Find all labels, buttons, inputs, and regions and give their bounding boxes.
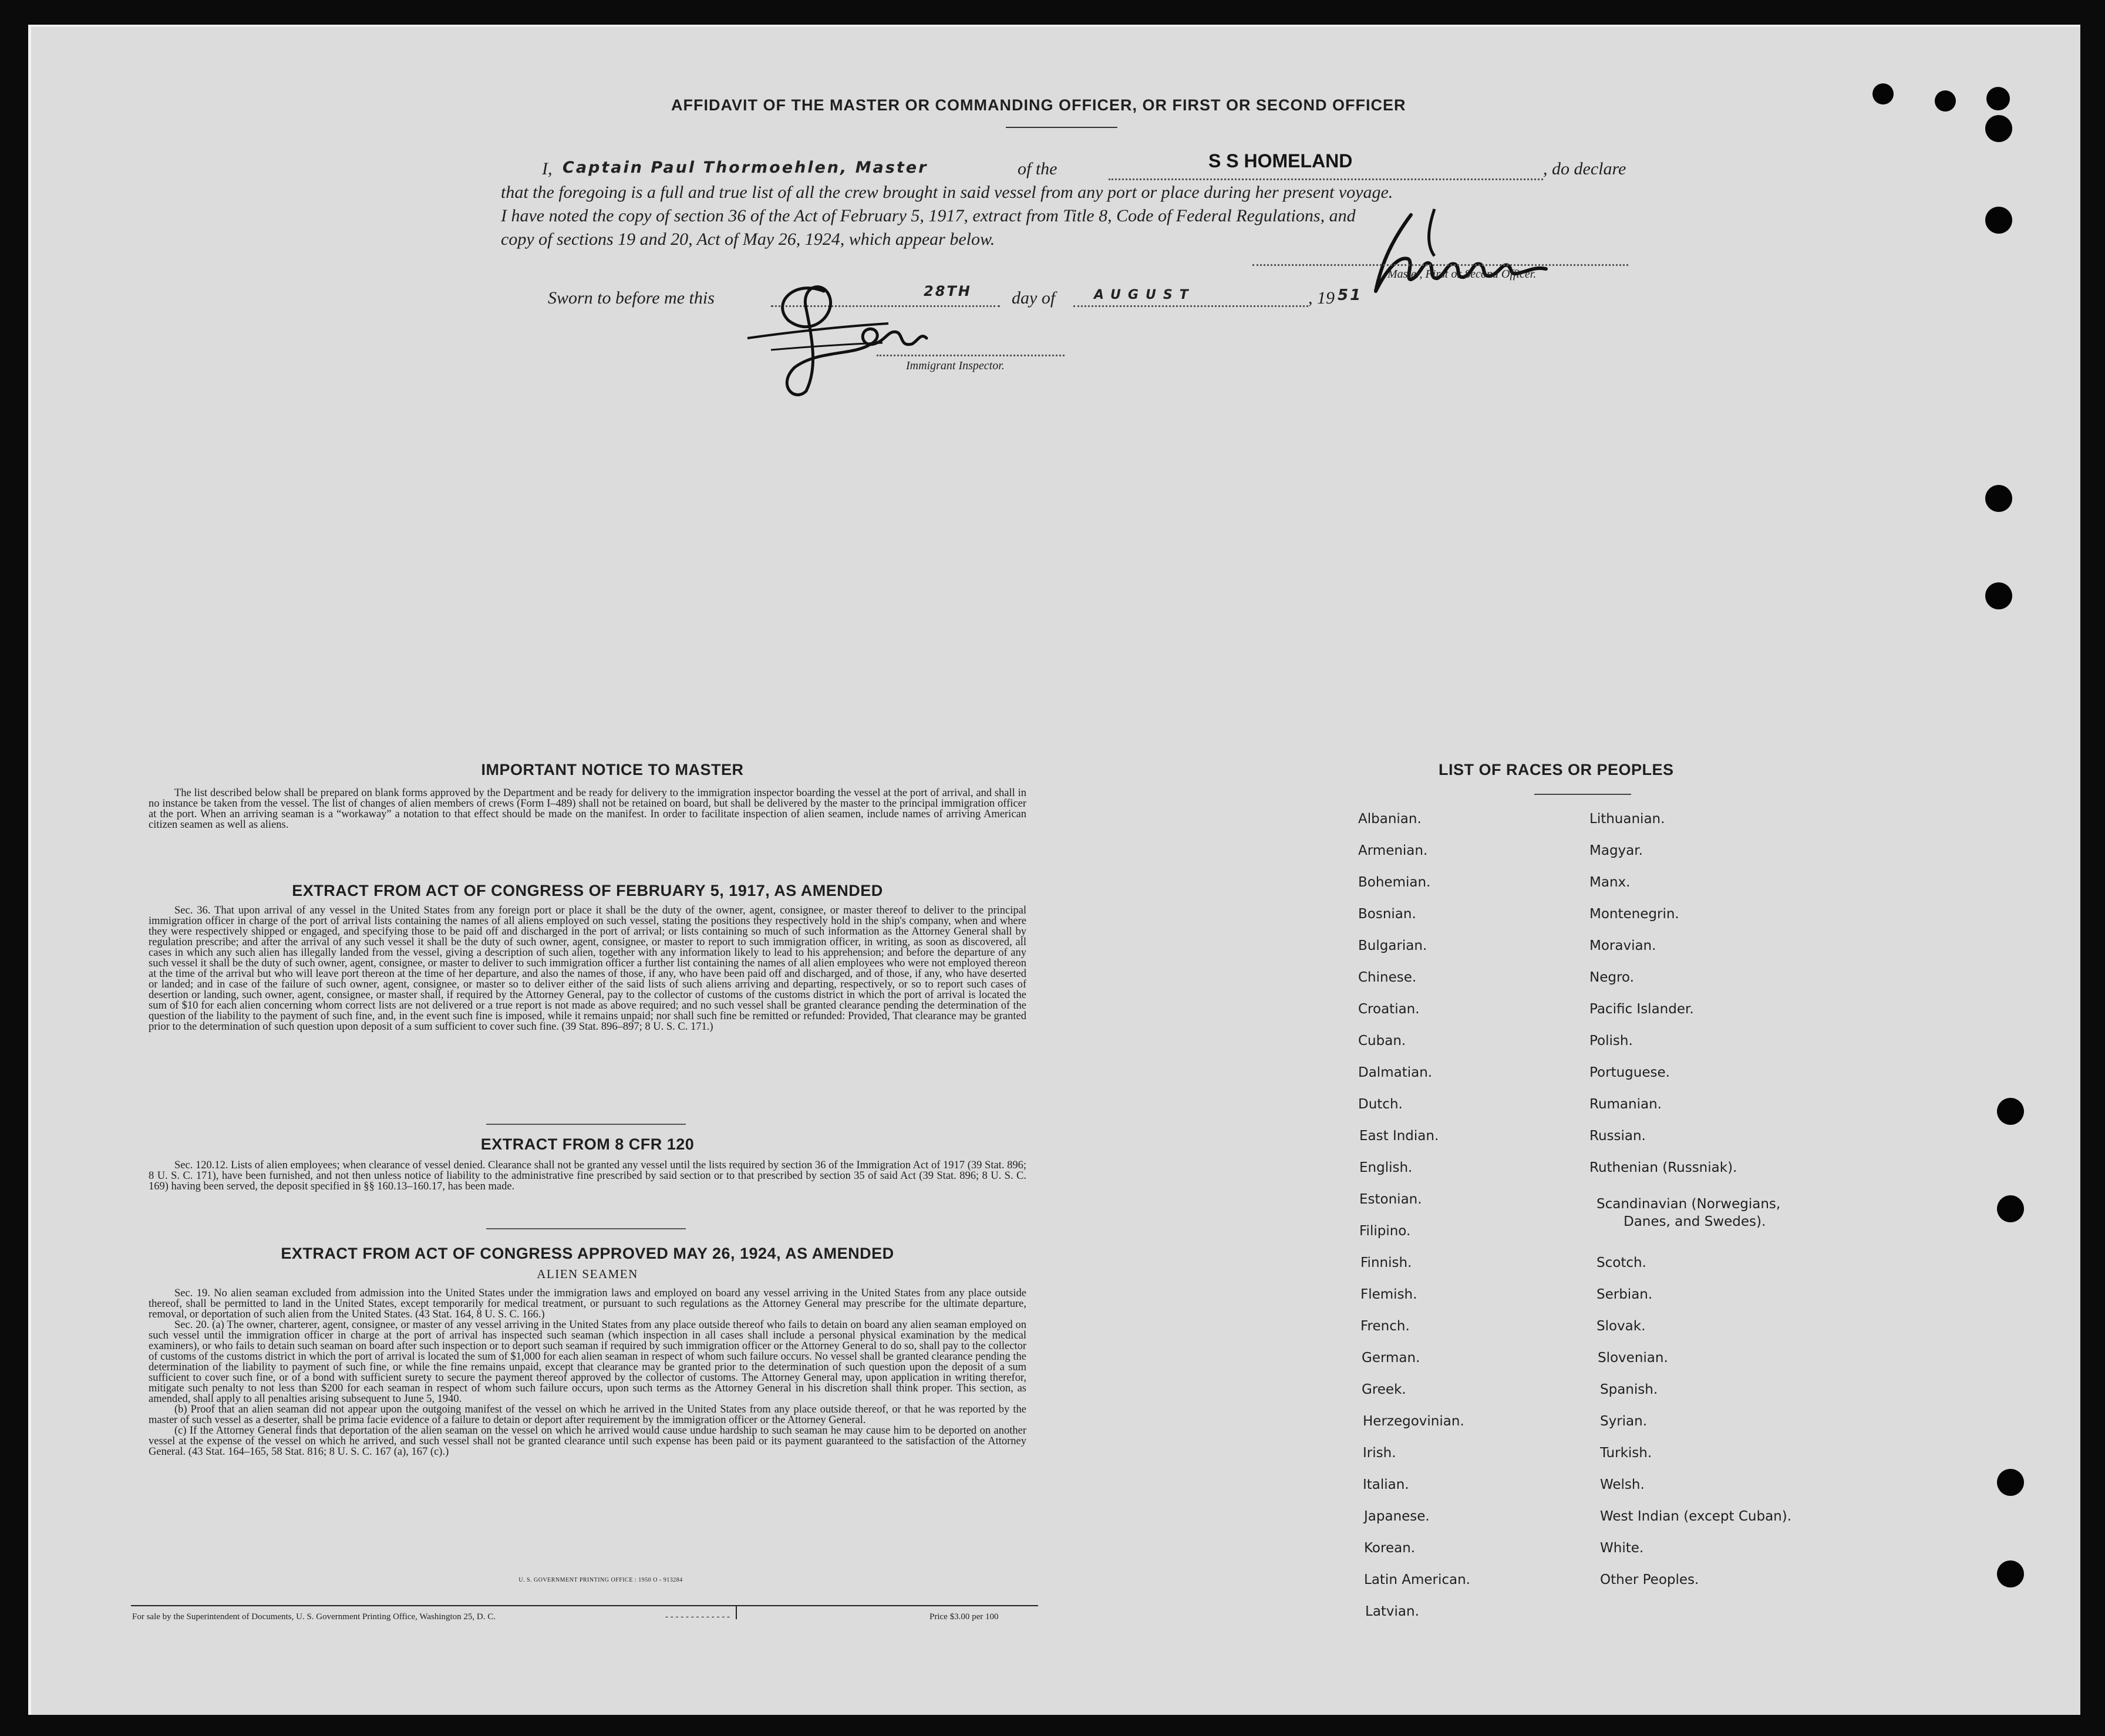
race-item: Bulgarian.: [1358, 938, 1427, 953]
punch-hole: [1997, 1560, 2024, 1587]
race-item: White.: [1600, 1541, 1644, 1556]
sec-19-paragraph: Sec. 19. No alien seaman excluded from admission into the United States under the immigration laws and employed on board any vessel arriving in the United States from any place outside thereof, shall be permitted to land in the United States, except temporarily for medical treatment, or pursuant to such regulations as the Attorney General may prescribe for the ultimate departure, removal, or deportation of such alien from the United States. (43 Stat. 164, 8 U. S. C. 166.): [149, 1287, 1026, 1320]
affidavit-title: AFFIDAVIT OF THE MASTER OR COMMANDING OFFICER, OR FIRST OR SECOND OFFICER: [671, 96, 1406, 114]
punch-hole: [1997, 1469, 2024, 1496]
race-item: Herzegovinian.: [1363, 1414, 1464, 1429]
gpo-imprint: U. S. GOVERNMENT PRINTING OFFICE : 1950 O - 913284: [518, 1577, 683, 1583]
affidavit-line-3: I have noted the copy of section 36 of the Act of February 5, 1917, extract from Title 8, Code of Federal Regulations, and: [501, 206, 1356, 225]
month-value: AUGUST: [1094, 288, 1195, 302]
race-item: Danes, and Swedes).: [1624, 1214, 1766, 1229]
inspector-caption: Immigrant Inspector.: [906, 359, 1005, 372]
punch-hole: [1872, 83, 1894, 105]
affidavit-of-the: of the: [1018, 159, 1057, 178]
race-item: Russian.: [1589, 1128, 1646, 1144]
race-item: Estonian.: [1359, 1192, 1422, 1207]
race-item: Serbian.: [1597, 1287, 1653, 1302]
race-item: Pacific Islander.: [1589, 1002, 1694, 1017]
race-item: Slovak.: [1597, 1319, 1646, 1334]
sec-20a-paragraph: Sec. 20. (a) The owner, charterer, agent, consignee, or master of any vessel arriving in the United States from any place outside thereof who fails to detain on board any alien seaman employed on such vessel until the immigration officer in charge at the port of arrival has inspected such seaman (which inspection in all cases shall include a personal physical examination by the medical examiners), or who fails to detain such seaman on board after such inspection or to deport such seaman if required by such immigration officer or the Attorney General to do so, shall pay to the collector of customs of the customs district in which the port of arrival is located the sum of $1,000 for each alien seaman in respect of whom such failure occurs. No vessel shall be granted clearance pending the determination of the liability to payment of such fine, or while the fine remains unpaid, except that clearance may be granted prior to the determination of such question upon the deposit of a sum sufficient to cover such fine, or of a bond with sufficient surety to secure the payment thereof approved by the collector of customs. The Attorney General may, upon application in writing therefor, mitigate such penalty to not less than $200 for each seaman in respect of whom such failure occurs, upon such terms as the Attorney General in his discretion shall think proper. This section, as amended, shall apply to all penalties arising subsequent to June 5, 1940.: [149, 1319, 1026, 1405]
race-item: Chinese.: [1358, 970, 1417, 985]
race-item: Lithuanian.: [1589, 811, 1665, 827]
race-item: Dalmatian.: [1358, 1065, 1433, 1080]
race-item: Slovenian.: [1598, 1350, 1668, 1366]
alien-seamen-subtitle: ALIEN SEAMEN: [537, 1267, 638, 1281]
affidavit-i-label: I,: [542, 159, 553, 178]
punch-hole: [1997, 1195, 2024, 1222]
race-item: Scotch.: [1597, 1255, 1646, 1270]
notice-paragraph: The list described below shall be prepared on blank forms approved by the Department and be ready for delivery to the immigration inspector boarding the vessel at the port of arrival, and shall in no instance be taken from the vessel. The list of changes of alien members of crews (Form I–489) shall not be retained on board, but shall be delivered by the master to the principal immigration officer at the port. When an arriving seaman is a “workaway” a notation to that effect should be made on the manifest. In order to facilitate inspection of alien seamen, include names of arriving American citizen seamen as well as aliens.: [149, 787, 1026, 831]
cfr-120-text: [149, 1160, 1026, 1192]
race-item: Bosnian.: [1358, 906, 1416, 922]
cfr-120-title: EXTRACT FROM 8 CFR 120: [480, 1135, 695, 1153]
race-item: Polish.: [1589, 1033, 1633, 1049]
race-item: West Indian (except Cuban).: [1600, 1509, 1792, 1524]
race-item: Rumanian.: [1589, 1097, 1662, 1112]
extract-1917-title: EXTRACT FROM ACT OF CONGRESS OF FEBRUARY 5, 1917, AS AMENDED: [292, 882, 883, 899]
day-value: 28TH: [924, 283, 972, 299]
inspector-signature-line: [877, 355, 1065, 356]
affidavit-line-2: that the foregoing is a full and true list of all the crew brought in said vessel from any port or place during her present voyage.: [501, 183, 1393, 202]
race-item: Greek.: [1362, 1382, 1406, 1397]
day-of-label: day of: [1012, 288, 1056, 308]
extract-1924-text: [149, 1288, 1026, 1457]
punch-hole: [1985, 207, 2012, 234]
race-item: Spanish.: [1600, 1382, 1658, 1397]
punch-hole: [1985, 115, 2012, 142]
declarant-name: Captain Paul Thormoehlen, Master: [563, 159, 928, 177]
notice-title: IMPORTANT NOTICE TO MASTER: [481, 761, 744, 778]
race-item: Latvian.: [1365, 1604, 1419, 1619]
race-item: English.: [1359, 1160, 1413, 1175]
punch-hole: [1986, 87, 2010, 110]
race-item: Japanese.: [1364, 1509, 1430, 1524]
extract-1924-title: EXTRACT FROM ACT OF CONGRESS APPROVED MAY 26, 1924, AS AMENDED: [281, 1245, 894, 1262]
price-text: Price $3.00 per 100: [929, 1612, 999, 1622]
vessel-name: S S HOMELAND: [1208, 150, 1353, 171]
race-item: Welsh.: [1600, 1477, 1645, 1492]
extract-1917-text: [149, 905, 1026, 1032]
sec-20c-paragraph: (c) If the Attorney General finds that deportation of the alien seaman on the vessel on which he arrived would cause undue hardship to such seaman he may cause him to be deported on another vessel at the expense of the vessel on which he arrived, and such vessel shall not be granted clearance until such expense has been paid or its payment guaranteed to the satisfaction of the Attorney General. (43 Stat. 164–165, 58 Stat. 816; 8 U. S. C. 167 (a), 167 (c).): [149, 1425, 1026, 1458]
race-item: Ruthenian (Russniak).: [1589, 1160, 1737, 1175]
race-item: Korean.: [1364, 1541, 1416, 1556]
race-item: Scandinavian (Norwegians,: [1597, 1196, 1781, 1212]
footer-tick: [736, 1605, 737, 1619]
race-item: Flemish.: [1360, 1287, 1417, 1302]
race-item: Moravian.: [1589, 938, 1656, 953]
section-divider: [486, 1228, 686, 1229]
punch-hole: [1985, 582, 2012, 609]
race-item: Croatian.: [1358, 1002, 1420, 1017]
master-signature: [1294, 203, 1587, 297]
vessel-line: [1109, 178, 1543, 180]
month-line: [1073, 305, 1308, 307]
for-sale-text: For sale by the Superintendent of Documents, U. S. Government Printing Office, Washington 25, D. C.: [132, 1612, 496, 1622]
footer-dashes: - - - - - - - - - - - - -: [665, 1612, 730, 1622]
section-divider: [486, 1124, 686, 1125]
race-item: East Indian.: [1359, 1128, 1439, 1144]
race-item: French.: [1360, 1319, 1410, 1334]
extract-1917-paragraph: Sec. 36. That upon arrival of any vessel in the United States from any foreign port or place it shall be the duty of the owner, agent, consignee, or master thereof to deliver to the principal immigration officer in charge of the port of arrival lists containing the names of all aliens employed on such vessel, stating the positions they respectively hold in the ship's company, when and where they were respectively shipped or engaged, and specifying those to be paid off and discharged in the port of arrival; or lists containing so much of such information as the Attorney General shall by regulation prescribe; and after the arrival of any such vessel it shall be the duty of such owner, agent, consignee, or master to report to such immigration officer, in writing, as soon as discovered, all cases in which any such alien has illegally landed from the vessel, giving a description of such alien, together with any information likely to lead to his apprehension; and before the departure of any such vessel it shall be the duty of such owner, agent, consignee, or master to deliver to such immigration officer a further list containing the names of all alien employees who were not employed thereon at the time of the arrival but who will leave port thereon at the time of her departure, and also the names of those, if any, who have been paid off and discharged, and of those, if any, who have deserted or landed; and in case of the failure of such owner, agent, consignee, or master so to deliver either of the said lists of such aliens arriving and departing, respectively, or so to report such cases of desertion or landing, such owner, agent, consignee, or master shall, if required by the Attorney General, pay to the collector of customs of the customs district in which the port of arrival is located the sum of $10 for each alien concerning whom correct lists are not delivered or a true report is not made as above required; and no such vessel shall be granted clearance pending the determination of the question of the liability to the payment of such fine, and, in the event such fine is imposed, while it remains unpaid; nor shall such fine be remitted or refunded: Provided, That clearance may be granted prior to the determination of such question upon deposit of a sum sufficient to cover such fine. (39 Stat. 896–897; 8 U. S. C. 171.): [149, 905, 1026, 1033]
notice-text: [149, 788, 1026, 830]
race-item: Turkish.: [1600, 1445, 1652, 1461]
year-prefix: , 19: [1308, 288, 1335, 308]
master-signature-line: [1252, 264, 1628, 266]
races-underline: [1534, 794, 1631, 795]
race-item: Magyar.: [1589, 843, 1643, 858]
sworn-prefix: Sworn to before me this: [548, 288, 715, 308]
inspector-signature: [736, 250, 982, 409]
race-item: Finnish.: [1360, 1255, 1412, 1270]
race-item: Armenian.: [1358, 843, 1428, 858]
race-item: Cuban.: [1358, 1033, 1406, 1049]
punch-hole: [1935, 90, 1956, 112]
race-item: Bohemian.: [1358, 875, 1431, 890]
race-item: Dutch.: [1358, 1097, 1403, 1112]
race-item: Irish.: [1363, 1445, 1396, 1461]
affidavit-line-4: copy of sections 19 and 20, Act of May 26, 1924, which appear below.: [501, 230, 995, 249]
race-item: Negro.: [1589, 970, 1634, 985]
race-item: German.: [1362, 1350, 1420, 1366]
race-item: Montenegrin.: [1589, 906, 1679, 922]
race-item: Latin American.: [1364, 1572, 1470, 1587]
races-title: LIST OF RACES OR PEOPLES: [1439, 761, 1674, 778]
race-item: Portuguese.: [1589, 1065, 1670, 1080]
race-item: Other Peoples.: [1600, 1572, 1699, 1587]
year-value: 51: [1338, 286, 1363, 304]
sec-20b-paragraph: (b) Proof that an alien seaman did not appear upon the outgoing manifest of the vessel on which he arrived in the United States from any place outside thereof, or that he was reported by the master of such vessel as a deserter, shall be prima facie evidence of a failure to detain or deport after requirement by the immigration officer or the Attorney General.: [149, 1404, 1026, 1426]
footer-rule: [131, 1605, 1038, 1606]
affidavit-do-declare: , do declare: [1543, 159, 1626, 178]
master-caption: Master, First or Second Officer.: [1387, 268, 1537, 281]
title-underline: [1006, 127, 1117, 128]
document-page: [28, 25, 2080, 1715]
cfr-120-paragraph: Sec. 120.12. Lists of alien employees; when clearance of vessel denied. Clearance shall not be granted any vessel until the lists required by section 36 of the Immigration Act of 1917 (39 Stat. 896; 8 U. S. C. 171), have been furnished, and not then unless notice of liability to the administrative fine prescribed by said section or to that prescribed by section 35 of said Act (39 Stat. 896; 8 U. S. C. 169) having been served, the deposit specified in §§ 160.13–160.17, has been made.: [149, 1159, 1026, 1192]
race-item: Italian.: [1363, 1477, 1409, 1492]
punch-hole: [1997, 1098, 2024, 1125]
race-item: Syrian.: [1600, 1414, 1648, 1429]
race-item: Albanian.: [1358, 811, 1422, 827]
punch-hole: [1985, 485, 2012, 512]
race-item: Manx.: [1589, 875, 1631, 890]
race-item: Filipino.: [1359, 1223, 1411, 1239]
